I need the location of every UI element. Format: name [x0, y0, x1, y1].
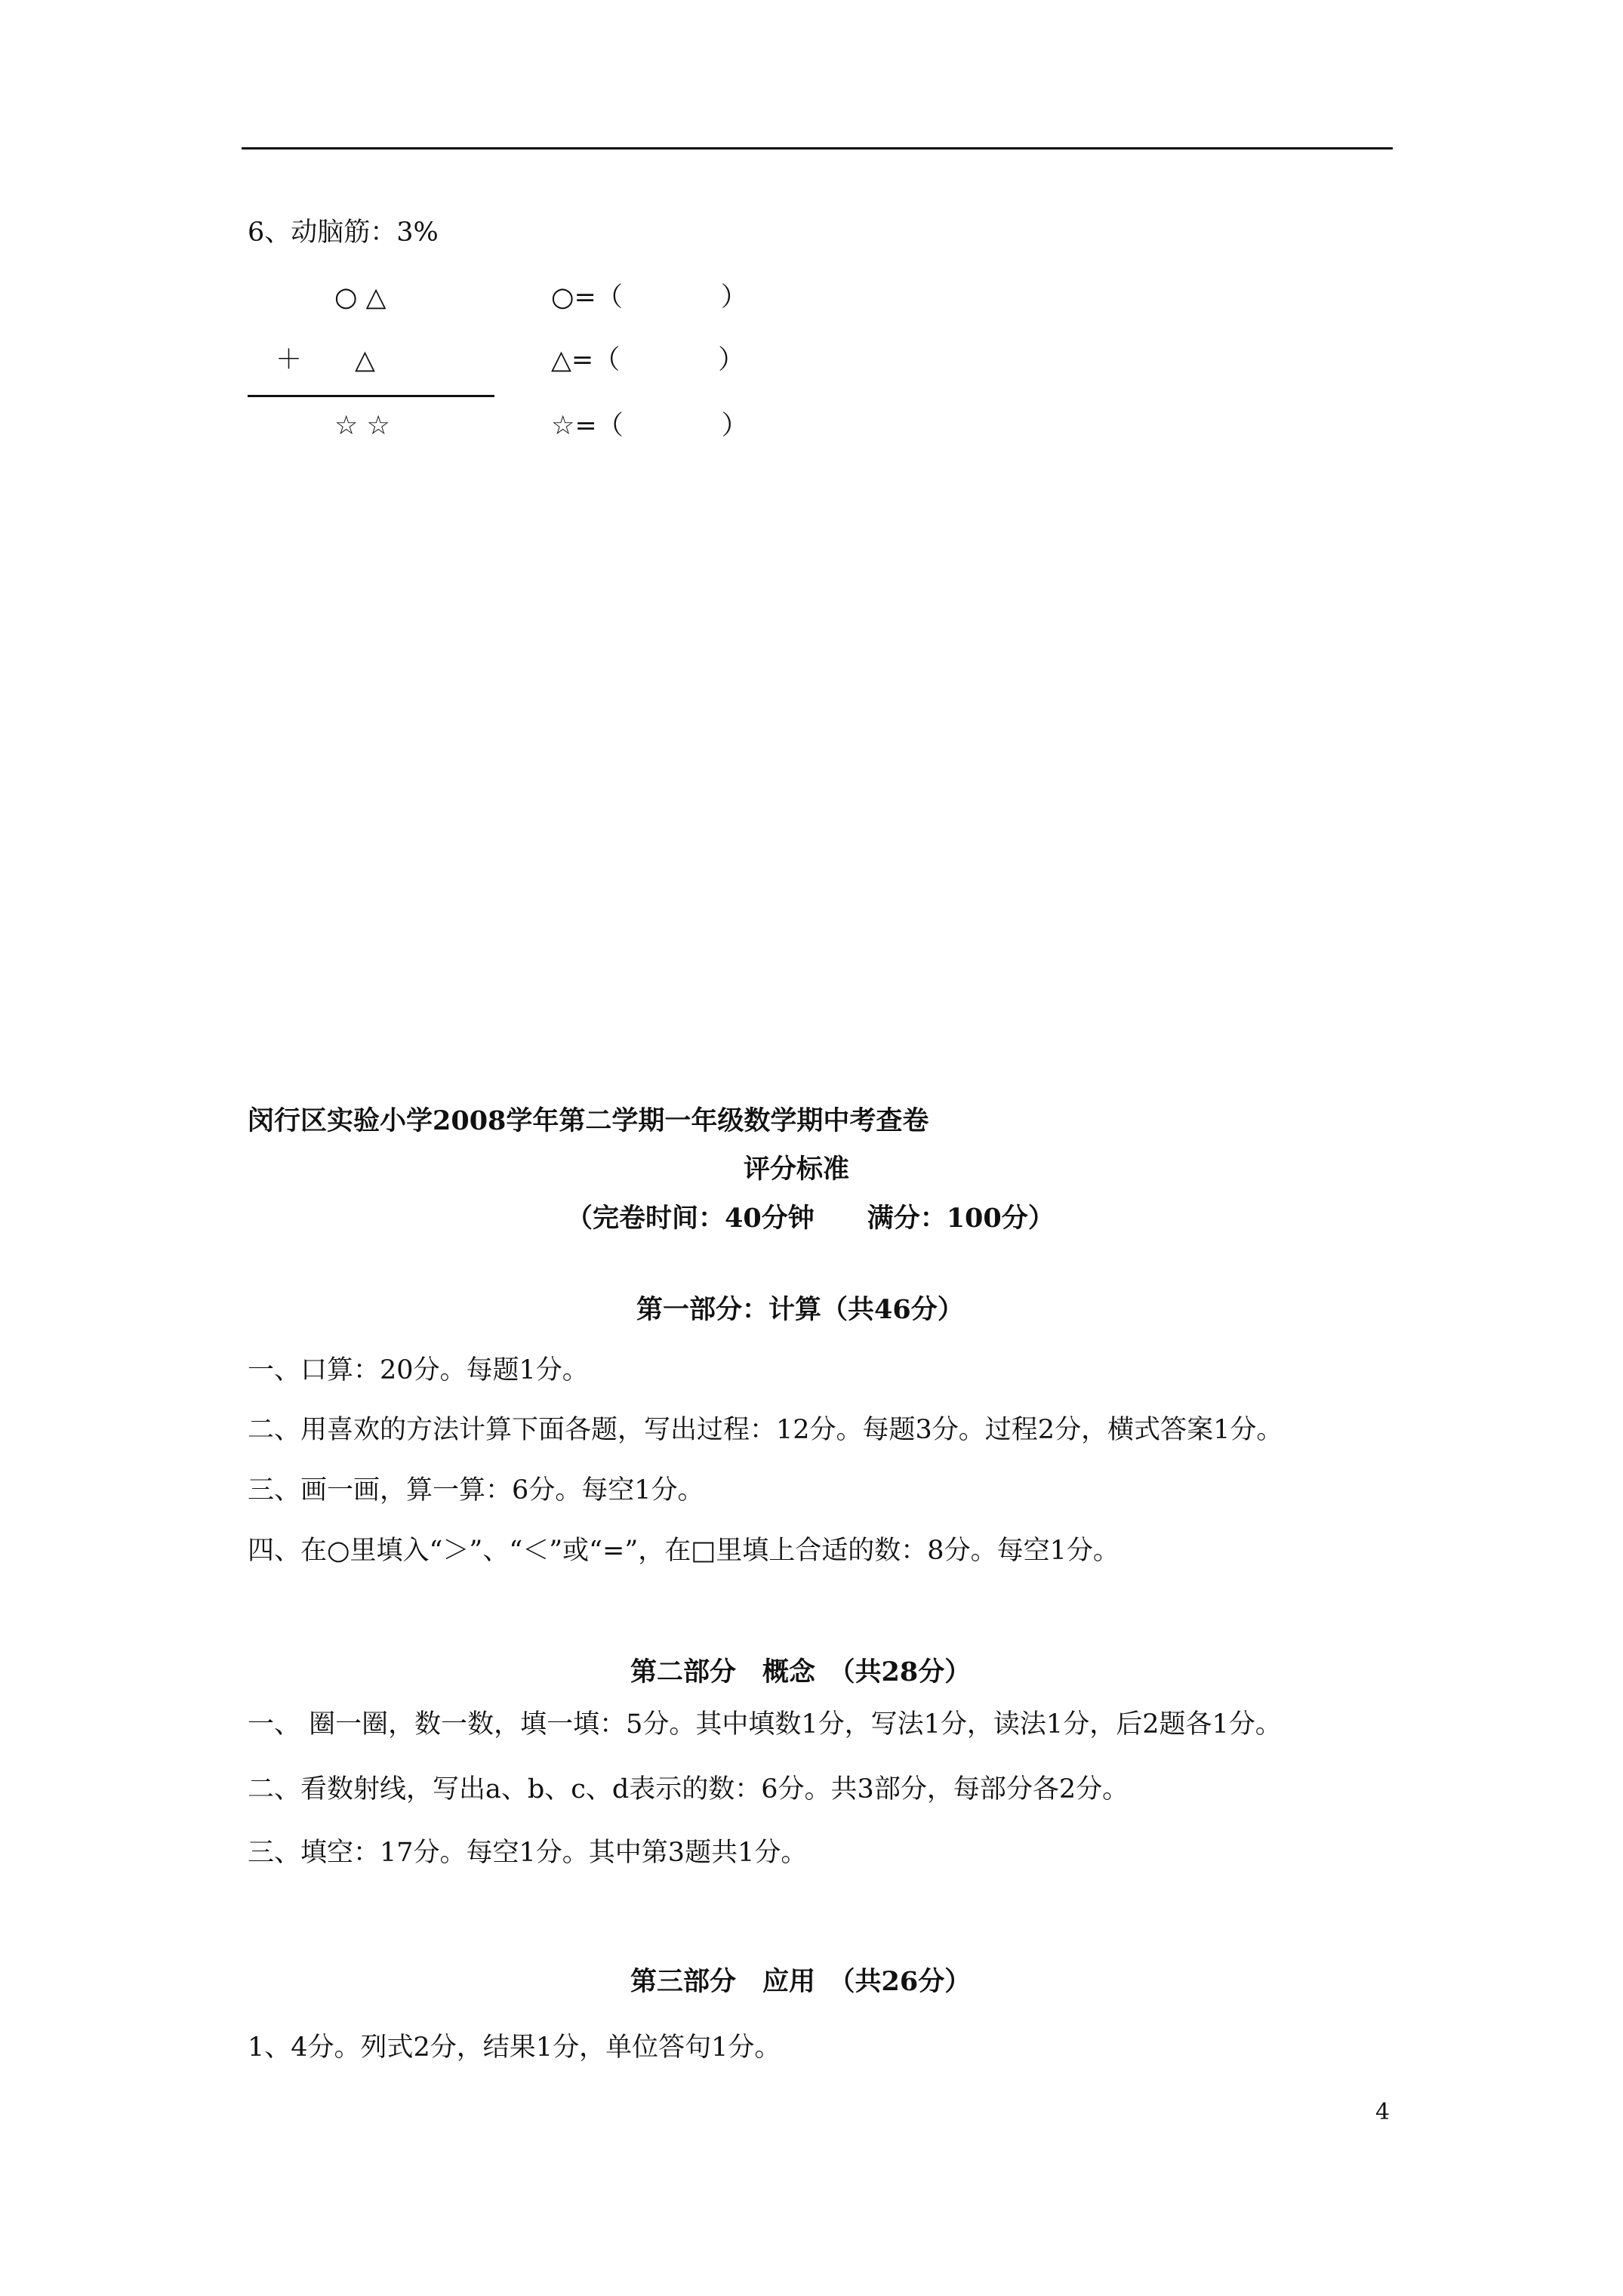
header-rule [242, 147, 1393, 149]
part1-item: 一、口算：20分。每题1分。 [248, 1355, 589, 1385]
part2-item: 二、看数射线，写出a、b、c、d表示的数：6分。共3部分，每部分各2分。 [248, 1774, 1129, 1804]
answer-star [551, 409, 748, 442]
part1-item: 二、用喜欢的方法计算下面各题，写出过程：12分。每题3分。过程2分，横式答案1分。 [248, 1415, 1283, 1445]
part3-heading: 第三部分 应用 （共26分） [630, 1966, 972, 1997]
puzzle-row2-shapes: ＋ △ [276, 345, 375, 375]
part2-item: 一、 圈一圈，数一数，填一填：5分。其中填数1分，写法1分，读法1分，后2题各1分。 [248, 1709, 1282, 1740]
answer-triangle [551, 344, 744, 377]
exam-title: 闵行区实验小学2008学年第二学期一年级数学期中考查卷 [248, 1105, 929, 1136]
answer-triangle-label: △=（ [551, 345, 621, 375]
part2-heading: 第二部分 概念 （共28分） [630, 1657, 972, 1687]
answer-star-label: ☆=（ [551, 411, 624, 441]
answer-circle [551, 281, 747, 314]
puzzle-sum-line [248, 395, 494, 397]
page-number: 4 [1375, 2099, 1390, 2125]
part1-item: 三、画一画，算一算：6分。每空1分。 [248, 1475, 704, 1505]
answer-triangle-close: ） [718, 345, 745, 375]
puzzle-row1-shapes: ○ △ [334, 282, 387, 313]
part1-item: 四、在○里填入“＞”、“＜”或“=”，在□里填上合适的数：8分。每空1分。 [248, 1536, 1119, 1566]
puzzle-title: 6、动脑筋：3% [248, 217, 439, 248]
exam-time-info: （完卷时间：40分钟 满分：100分） [566, 1203, 1055, 1234]
answer-circle-label: ○=（ [551, 282, 623, 313]
answer-star-close: ） [721, 411, 748, 441]
part2-item: 三、填空：17分。每空1分。其中第3题共1分。 [248, 1838, 808, 1868]
answer-circle-close: ） [720, 282, 747, 313]
part3-item: 1、4分。列式2分，结果1分，单位答句1分。 [248, 2032, 781, 2063]
scoring-subtitle: 评分标准 [744, 1154, 850, 1185]
part1-heading: 第一部分：计算（共46分） [636, 1294, 964, 1325]
puzzle-row3-shapes: ☆ ☆ [334, 411, 390, 441]
